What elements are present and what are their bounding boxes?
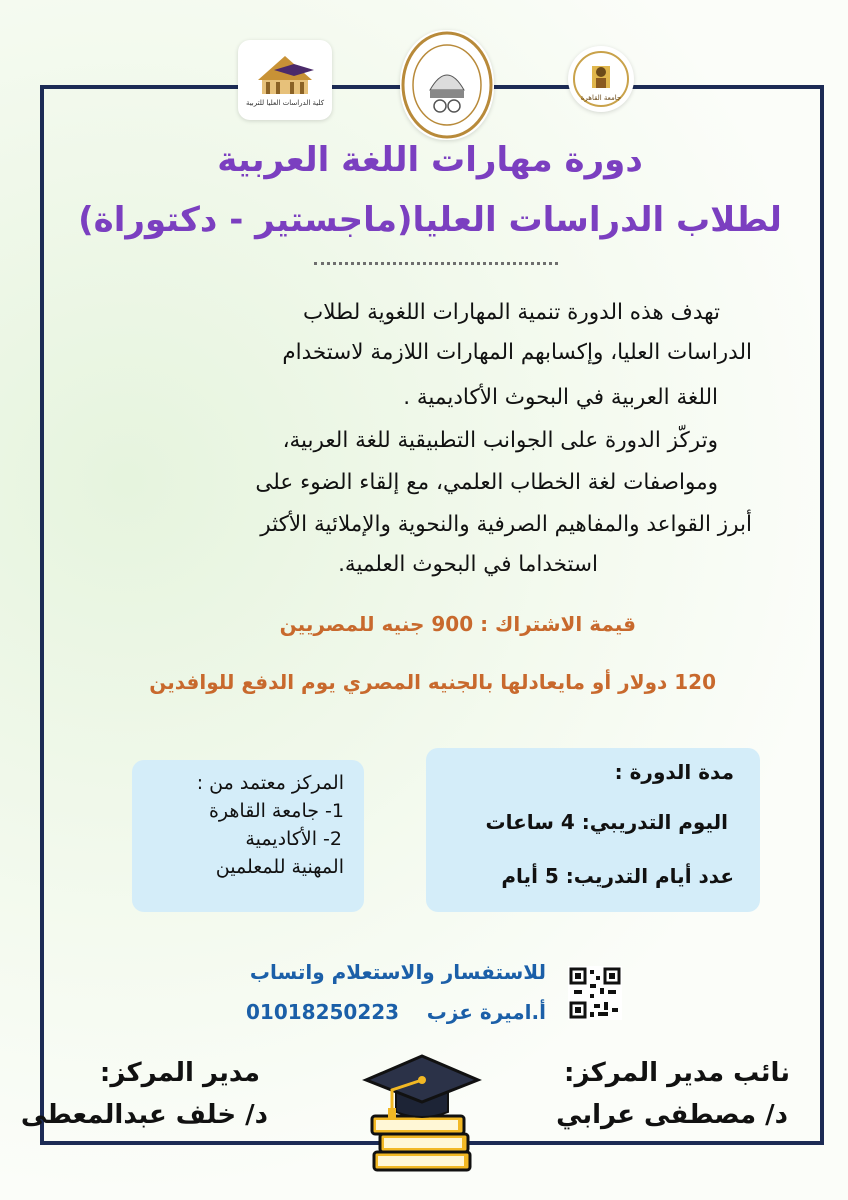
- vice-director-name: د/ مصطفى عرابي: [556, 1100, 788, 1130]
- cairo-university-logo: [568, 46, 634, 112]
- description-line-3: اللغة العربية في البحوث الأكاديمية .: [403, 385, 718, 410]
- qr-code-icon[interactable]: [568, 966, 622, 1020]
- academy-logo: [238, 40, 332, 120]
- vice-director-title: نائب مدير المركز:: [564, 1058, 790, 1088]
- description-line-2: الدراسات العليا، وإكسابهم المهارات اللازمة لاستخدام: [282, 340, 752, 365]
- description-line-4: وتركّز الدورة على الجوانب التطبيقية للغة العربية،: [282, 428, 718, 453]
- training-days-count: عدد أيام التدريب: 5 أيام: [501, 864, 734, 888]
- course-subtitle: لطلاب الدراسات العليا(ماجستير - دكتوراة): [78, 200, 782, 240]
- director-title: مدير المركز:: [99, 1058, 260, 1088]
- contact-name: أ.اميرة عزب: [426, 1000, 546, 1024]
- accreditation-box: [132, 760, 364, 912]
- language-center-logo: [400, 30, 494, 140]
- contact-heading: للاستفسار والاستعلام واتساب: [249, 960, 546, 984]
- accreditation-heading: المركز معتمد من :: [196, 772, 344, 794]
- description-line-1: تهدف هذه الدورة تنمية المهارات اللغوية لطلاب: [302, 300, 720, 325]
- dotted-divider: [314, 262, 558, 265]
- description-line-7: استخداما في البحوث العلمية.: [338, 552, 598, 577]
- duration-box: [426, 748, 760, 912]
- graduation-cap-books-icon: [362, 1040, 482, 1180]
- description-line-6: أبرز القواعد والمفاهيم الصرفية والنحوية والإملائية الأكثر: [260, 512, 752, 537]
- fee-foreigners: 120 دولار أو مايعادلها بالجنيه المصري يوم الدفع للوافدين: [149, 670, 716, 694]
- accreditation-item-1: 1- جامعة القاهرة: [208, 800, 344, 822]
- training-day-hours: اليوم التدريبي: 4 ساعات: [485, 810, 728, 834]
- accreditation-item-2b: المهنية للمعلمين: [215, 856, 344, 878]
- duration-heading: مدة الدورة :: [614, 760, 734, 784]
- contact-phone[interactable]: 01018250223: [246, 1000, 400, 1024]
- accreditation-item-2: 2- الأكاديمية: [245, 828, 342, 850]
- director-name: د/ خلف عبدالمعطى: [20, 1100, 268, 1130]
- svg-text:جامعة القاهرة: جامعة القاهرة: [580, 94, 622, 102]
- svg-text:كلية الدراسات العليا للتربية: كلية الدراسات العليا للتربية: [245, 99, 325, 107]
- course-title: دورة مهارات اللغة العربية: [217, 140, 643, 180]
- fee-egyptians: قيمة الاشتراك : 900 جنيه للمصريين: [279, 612, 636, 636]
- description-line-5: ومواصفات لغة الخطاب العلمي، مع إلقاء الضوء على: [255, 470, 718, 495]
